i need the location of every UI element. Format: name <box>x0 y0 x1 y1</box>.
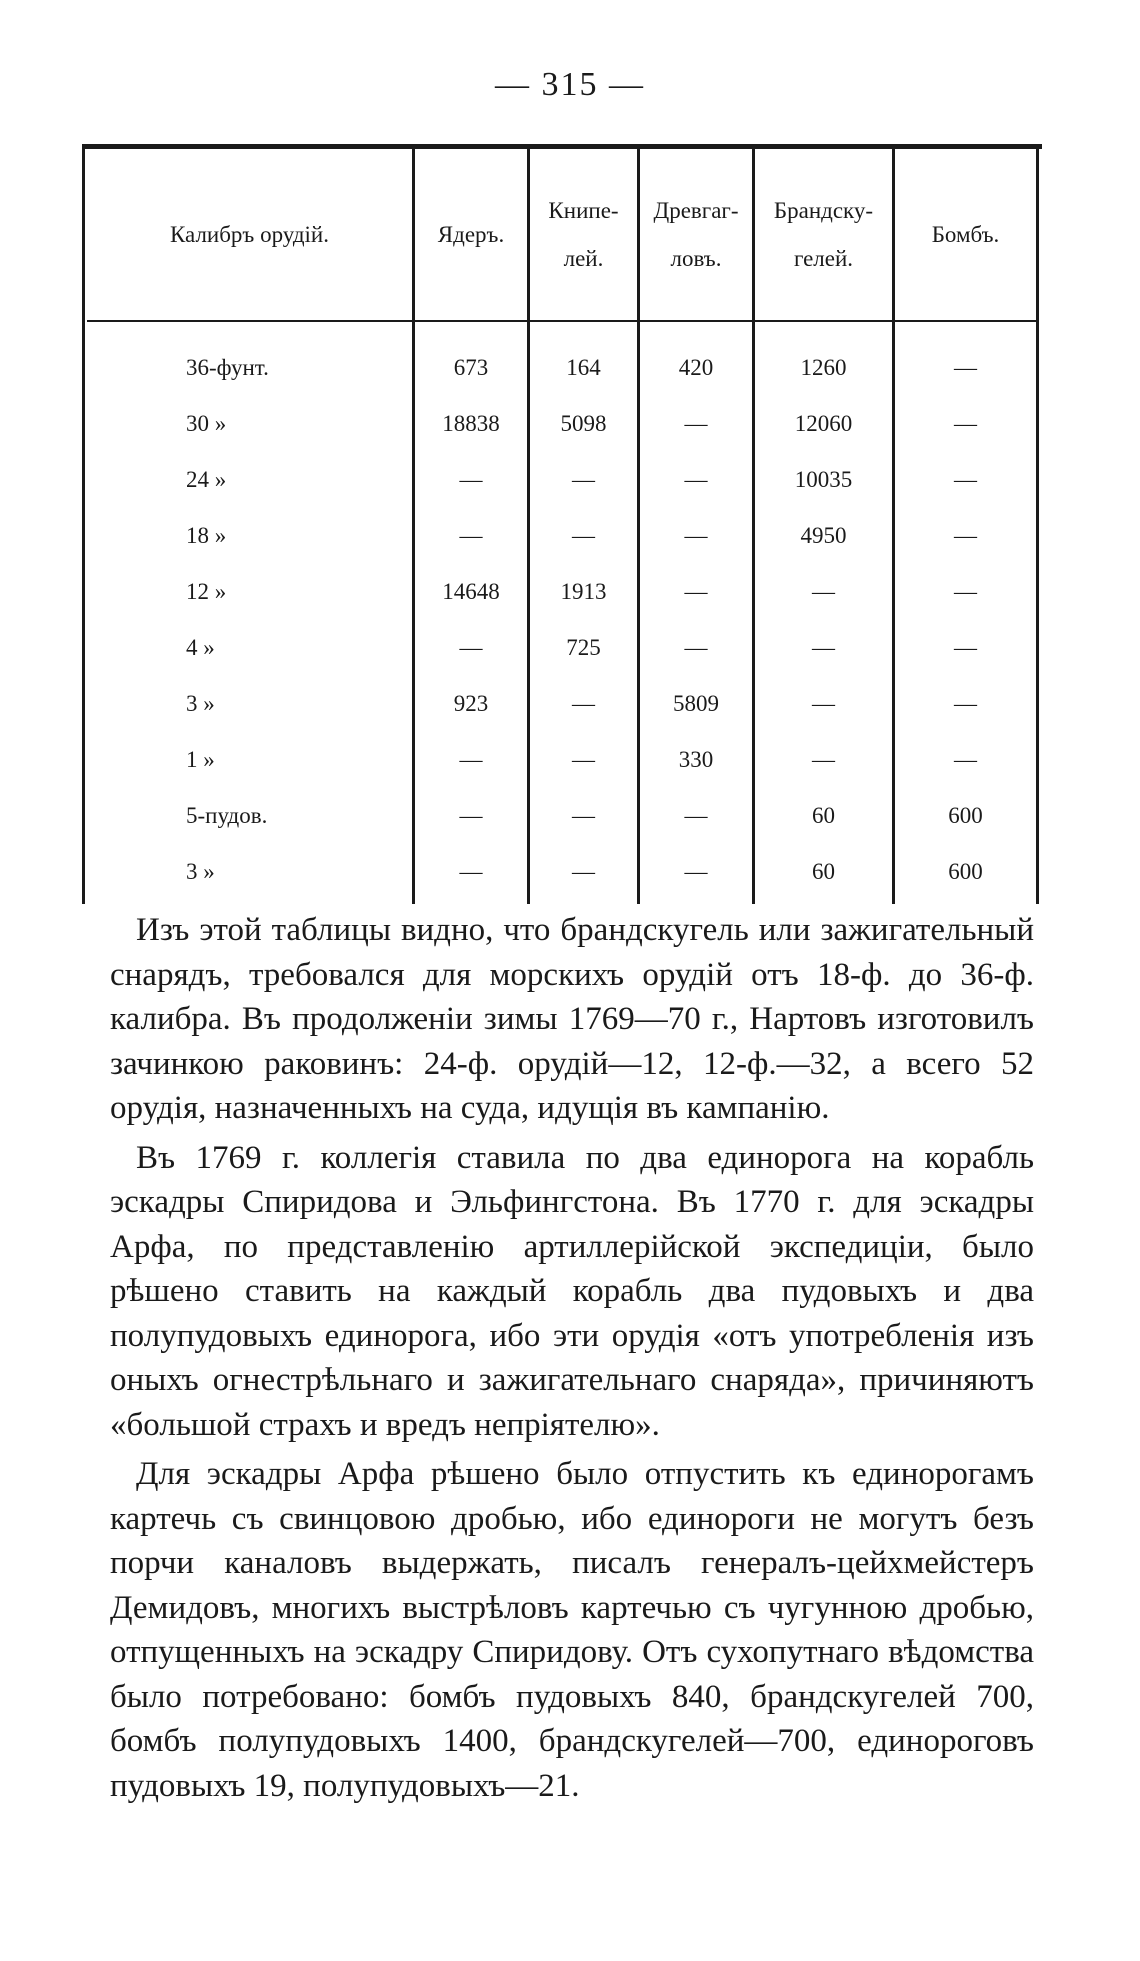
cell-yader: 14648 <box>442 579 500 604</box>
cell-caliber: 24 » <box>186 467 227 492</box>
cell-yader: — <box>459 467 483 492</box>
header-knippeley-line1: Книпе- <box>548 197 619 223</box>
page-number: — 315 — <box>495 66 645 103</box>
cell-drevgalov: 330 <box>678 747 714 772</box>
paragraph: Для эскадры Арфа рѣшено было отпустить къ единорогамъ картечь съ свинцовою дробью, ибо единороги не могутъ безъ порчи каналовъ выдержать, писалъ генералъ-цейхмейстеръ Демидовъ, многихъ выстрѣловъ картечью съ чугунною дробью, отпущенныхъ на эскадру Спиридову. Отъ сухопутнаго вѣдомства было потребовано: бомбъ пудовыхъ 840, брандскугелей 700, бомбъ полупудовыхъ 1400, брандскугелей—700, единороговъ пудовыхъ 19, полупудовыхъ—21. <box>110 1456 1034 1804</box>
cell-drevgalov: — <box>684 523 708 548</box>
cell-brandskugeley: 4950 <box>800 523 847 548</box>
cell-bomb: 600 <box>948 803 983 828</box>
cell-drevgalov: — <box>684 803 708 828</box>
table-row <box>82 620 1042 676</box>
cell-bomb: 600 <box>948 859 983 884</box>
table-row <box>82 844 1042 900</box>
cell-brandskugeley: — <box>812 691 835 716</box>
cell-yader: — <box>459 803 483 828</box>
table-row <box>82 564 1042 620</box>
header-bomb <box>895 149 1036 320</box>
cell-drevgalov: — <box>684 579 708 604</box>
paragraph: Изъ этой таблицы видно, что брандскугель или зажигательный снарядъ, требовался для морскихъ орудій отъ 18-ф. до 36-ф. калибра. Въ продолженіи зимы 1769—70 г., Нартовъ изготовилъ зачинкою раковинъ: 24-ф. орудій—12, 12-ф.—32, а всего 52 орудія, назначенныхъ на суда, идущія въ кампанію. <box>110 912 1034 1126</box>
cell-caliber: 12 » <box>186 579 227 604</box>
cell-bomb: — <box>954 467 977 492</box>
cell-bomb: — <box>954 579 977 604</box>
cell-bomb: — <box>954 411 977 436</box>
cell-yader: — <box>459 523 483 548</box>
cell-knippeley: — <box>572 691 595 716</box>
cell-caliber: 3 » <box>186 691 215 716</box>
cell-bomb: — <box>954 691 977 716</box>
header-brandskugeley-line1: Брандску- <box>773 197 874 223</box>
cell-bomb: — <box>954 523 977 548</box>
cell-brandskugeley: 12060 <box>794 411 853 436</box>
header-knippeley-line2: лей. <box>563 245 604 271</box>
cell-drevgalov: — <box>684 411 708 436</box>
cell-caliber: 36-фунт. <box>186 355 269 380</box>
cell-knippeley: — <box>572 747 595 772</box>
table-row <box>82 676 1042 732</box>
cell-yader: — <box>459 747 483 772</box>
cell-yader: 673 <box>453 355 489 380</box>
cell-bomb: — <box>954 747 977 772</box>
cell-yader: — <box>459 635 483 660</box>
header-yader-label: Ядеръ. <box>437 221 505 247</box>
cell-bomb: — <box>954 355 977 380</box>
table-row <box>82 396 1042 452</box>
cell-drevgalov: — <box>684 635 708 660</box>
table-row <box>82 452 1042 508</box>
cell-yader: 923 <box>453 691 489 716</box>
cell-drevgalov: — <box>684 467 708 492</box>
cell-brandskugeley: 1260 <box>800 355 847 380</box>
cell-bomb: — <box>954 635 977 660</box>
header-drevgalov-line1: Древгаг- <box>653 197 739 223</box>
table-row <box>82 788 1042 844</box>
cell-brandskugeley: — <box>812 579 835 604</box>
cell-drevgalov: 420 <box>678 355 714 380</box>
cell-knippeley: — <box>572 859 595 884</box>
cell-knippeley: 1913 <box>560 579 607 604</box>
cell-brandskugeley: — <box>812 747 835 772</box>
cell-brandskugeley: 60 <box>812 803 835 828</box>
cell-knippeley: 164 <box>566 355 601 380</box>
body-text <box>110 908 1034 1813</box>
cell-knippeley: — <box>572 803 595 828</box>
header-drevgalov-line2: ловъ. <box>670 245 722 271</box>
cell-knippeley: 5098 <box>560 411 607 436</box>
table-row <box>82 340 1042 396</box>
cell-caliber: 3 » <box>186 859 215 884</box>
cell-brandskugeley: — <box>812 635 835 660</box>
cell-caliber: 5-пудов. <box>186 803 268 828</box>
header-caliber <box>87 149 412 320</box>
header-caliber-label: Калибръ орудій. <box>170 221 329 247</box>
header-drevgalov <box>640 149 752 320</box>
table-row <box>82 732 1042 788</box>
cell-brandskugeley: 60 <box>812 859 835 884</box>
paragraph: Въ 1769 г. коллегія ставила по два единорога на корабль эскадры Спиридова и Эльфингстона. Въ 1770 г. для эскадры Арфа, по представленію артиллерійской экспедиціи, было рѣшено ставить на каждый корабль два пудовыхъ и два полупудовыхъ единорога, ибо эти орудія «отъ употребленія изъ оныхъ огнестрѣльнаго и зажигательнаго снаряда», причиняютъ «большой страхъ и вредъ непріятелю». <box>110 1139 1034 1443</box>
table-row <box>82 508 1042 564</box>
cell-caliber: 1 » <box>186 747 215 772</box>
table-header-rule <box>87 320 1037 322</box>
cell-caliber: 18 » <box>186 523 227 548</box>
cell-drevgalov: 5809 <box>673 691 719 716</box>
cell-caliber: 4 » <box>186 635 215 660</box>
cell-yader: 18838 <box>442 411 500 436</box>
cell-knippeley: — <box>572 467 595 492</box>
header-brandskugeley <box>755 149 892 320</box>
cell-knippeley: — <box>572 523 595 548</box>
cell-knippeley: 725 <box>566 635 601 660</box>
header-yader <box>415 149 527 320</box>
cell-yader: — <box>459 859 483 884</box>
header-knippeley <box>530 149 637 320</box>
cell-brandskugeley: 10035 <box>794 467 853 492</box>
header-bomb-label: Бомбъ. <box>931 221 1000 247</box>
cell-drevgalov: — <box>684 859 708 884</box>
cell-caliber: 30 » <box>186 411 227 436</box>
ammunition-table <box>82 144 1042 904</box>
header-brandskugeley-line2: гелей. <box>793 245 854 271</box>
